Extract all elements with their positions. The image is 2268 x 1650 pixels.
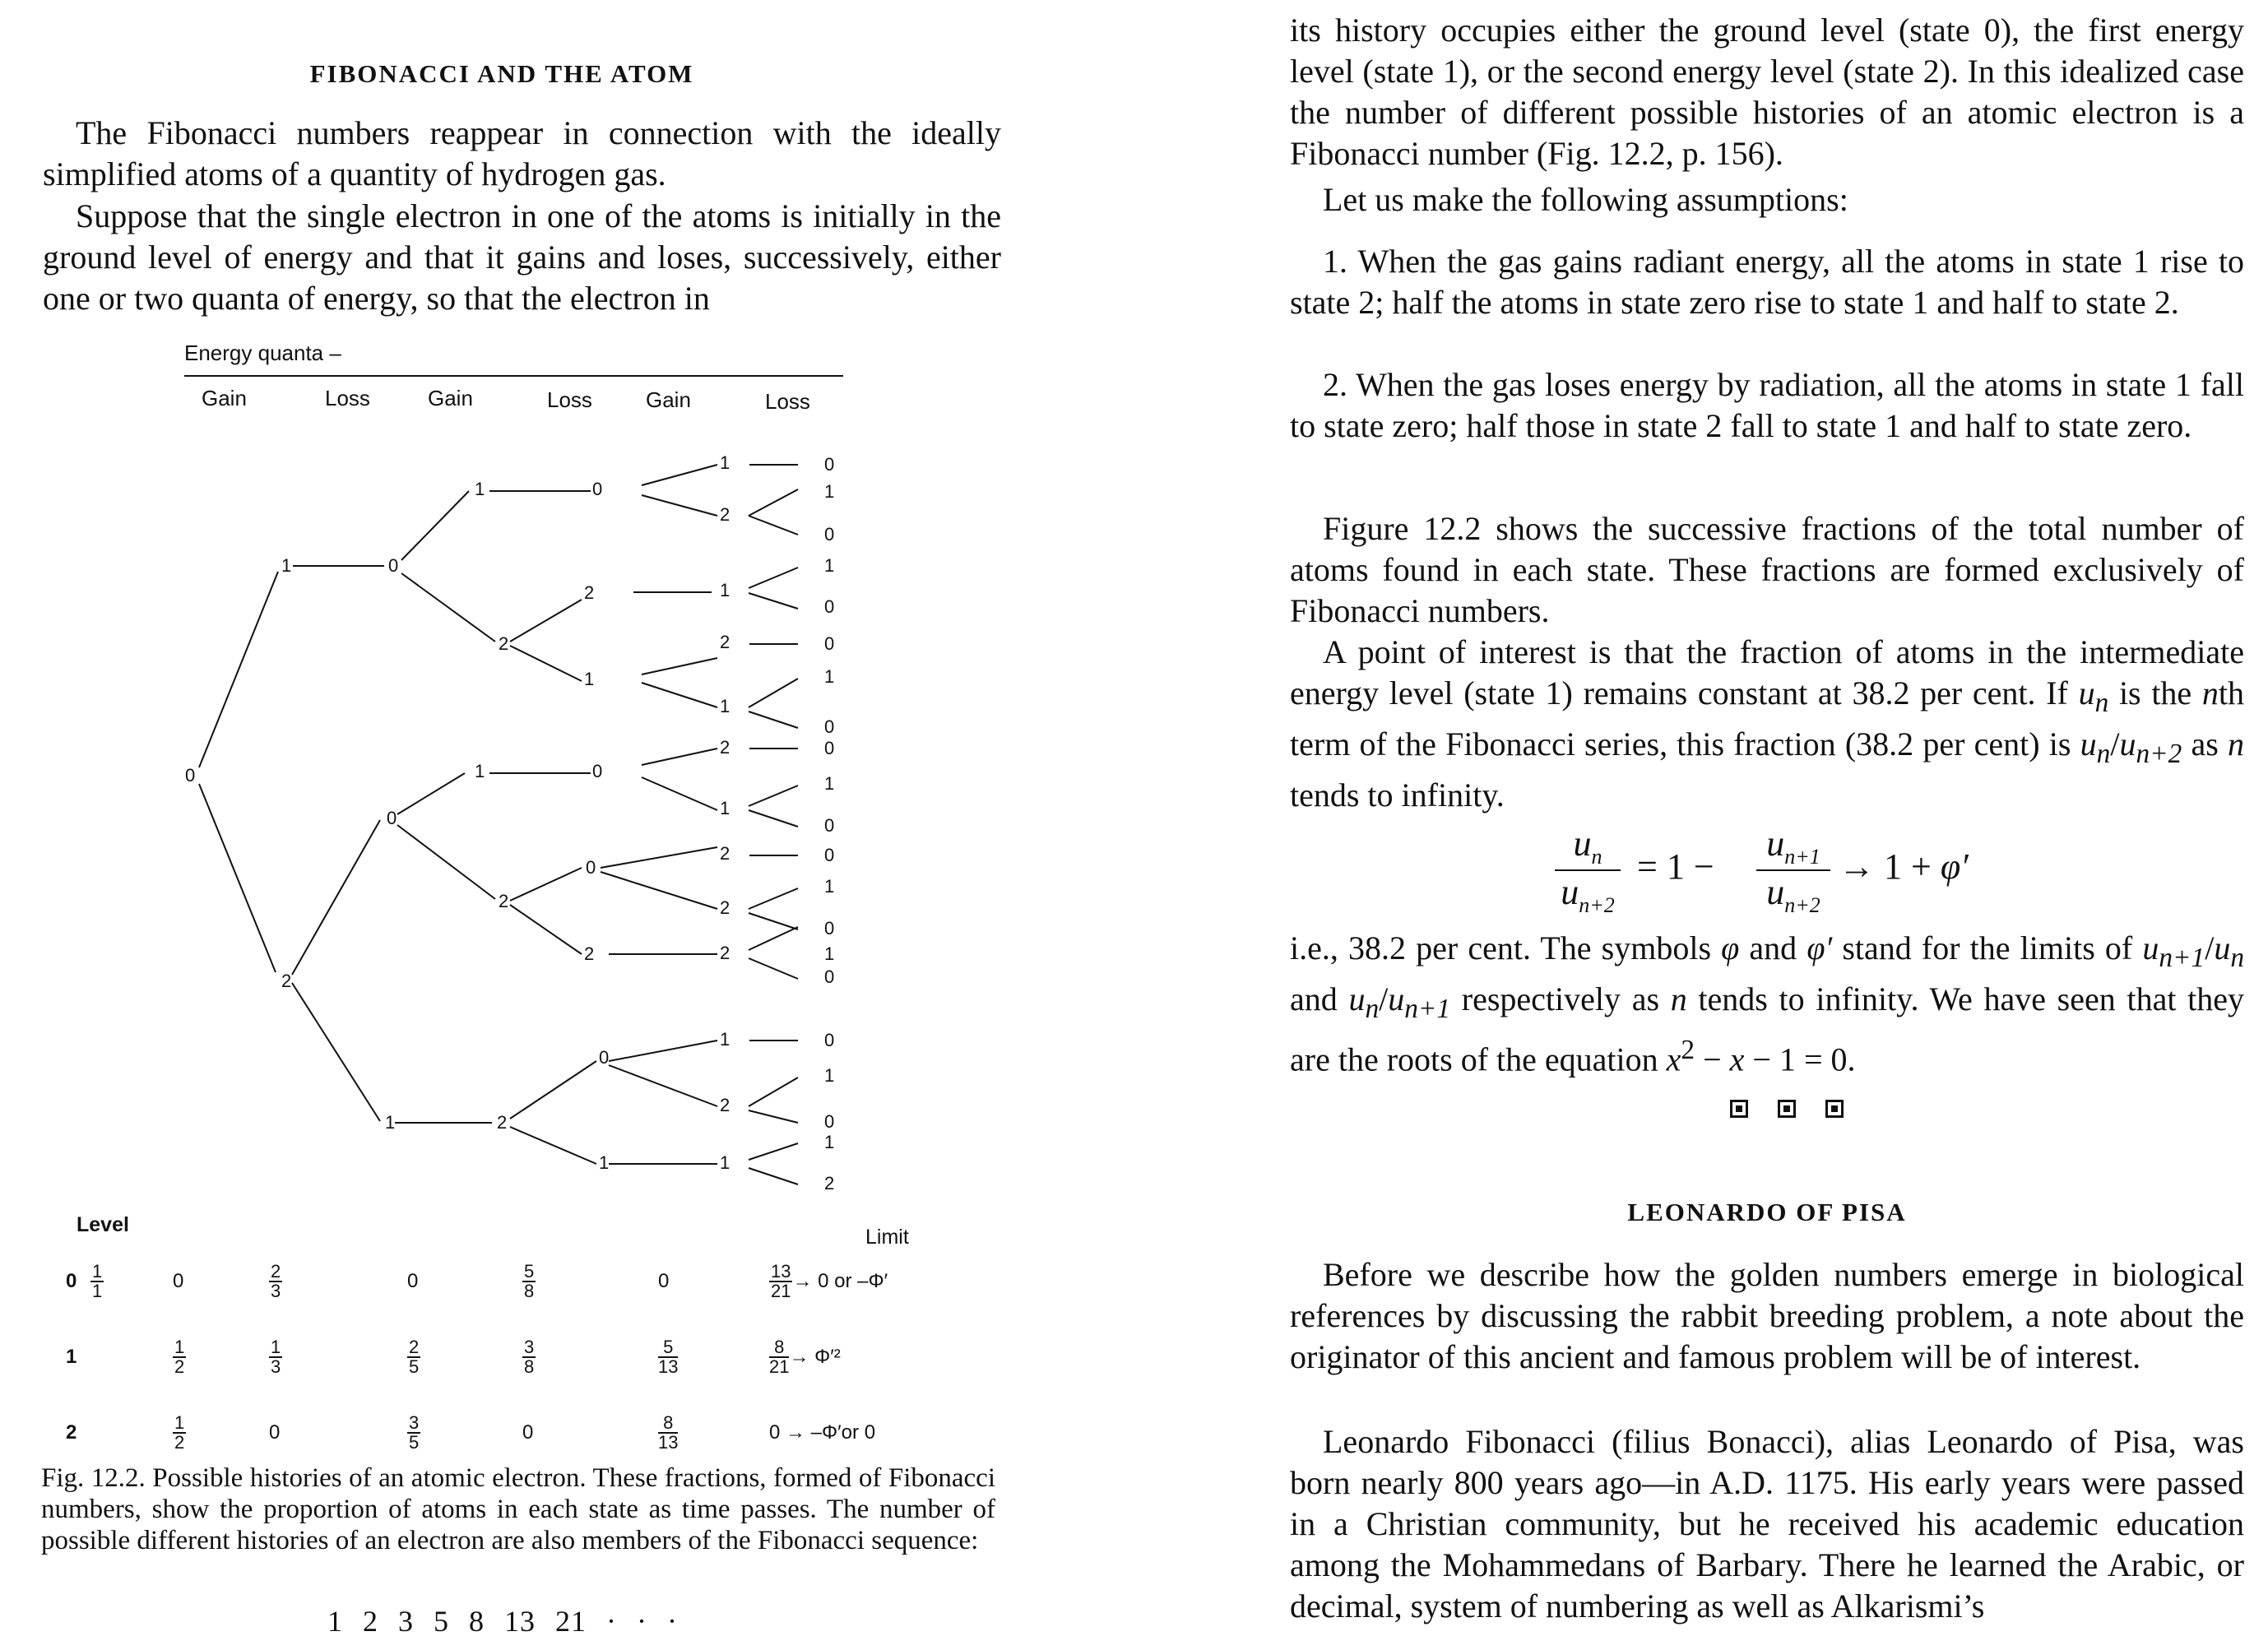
- left-paragraph-1: The Fibonacci numbers reappear in connection with the ideally simplified atoms of a quantity of hydrogen gas.: [43, 114, 1001, 192]
- section-separator: [1715, 1100, 1858, 1122]
- node: 1: [385, 1112, 396, 1133]
- node: 1: [720, 580, 730, 600]
- col-label-3: Gain: [428, 386, 473, 410]
- tree-nodes: [185, 452, 834, 1193]
- table-cell: [173, 1413, 186, 1453]
- separator-box-icon: [1825, 1100, 1844, 1118]
- assumption-1: 1. When the gas gains radiant energy, all the atoms in state 1 rise to state 2; half the atoms in state zero rise to state 1 and half to state 2.: [1290, 243, 2244, 321]
- right-paragraph-8: Before we describe how the golden numbers emerge in biological references by discussing the rabbit breeding problem, a note about the originator of this ancient and famous problem will be of interest.: [1290, 1256, 2244, 1375]
- node: 1: [599, 1152, 610, 1173]
- leaf: 0: [824, 966, 835, 987]
- node: 0: [592, 761, 603, 781]
- level-fraction-table: [66, 1250, 979, 1453]
- table-cell: [658, 1337, 678, 1377]
- right-paragraph-1: its history occupies either the ground level (state 0), the first energy level (state 1), or the second energy level (state 2). In this idealized case the number of different possible histories of an atomic electron is a Fibonacci number (Fig. 12.2, p. 156).: [1290, 12, 2244, 172]
- node: 2: [584, 943, 595, 964]
- table-cell: 0: [407, 1270, 419, 1292]
- fraction: $\frac{1}{2}$: [174, 1412, 185, 1453]
- p6-text-a: A point of interest is that the fraction of atoms in the intermediate energy level (state 1) remains constant at 38.2 per cent. If: [1290, 633, 2244, 711]
- node: 0: [387, 808, 397, 828]
- table-cell: [269, 1337, 282, 1377]
- col-label-1: Gain: [202, 386, 247, 410]
- fraction: $\frac{13}{21}$: [771, 1261, 791, 1301]
- p7-text-a: i.e., 38.2 per cent. The symbols: [1290, 929, 1722, 966]
- level-header: Level: [77, 1213, 129, 1236]
- p6-text-c: th term of the Fibonacci series, this fraction (38.2 per cent) is: [1290, 674, 2245, 762]
- node: 2: [720, 943, 730, 963]
- node: 1: [475, 761, 485, 781]
- figure-caption: [41, 1462, 995, 1556]
- node: 0: [388, 555, 399, 576]
- node: 1: [475, 479, 485, 499]
- fibonacci-sequence: 1 2 3 5 8 13 21 · · ·: [327, 1605, 678, 1638]
- table-cell: [522, 1262, 536, 1301]
- leaf: 1: [824, 773, 835, 794]
- fraction: $\frac{8}{21}$: [769, 1337, 790, 1377]
- table-cell: [173, 1337, 186, 1377]
- leaf: 0: [824, 738, 835, 758]
- limit-cell: 0 → –Φ′or 0: [769, 1421, 876, 1444]
- leaf: 0: [824, 716, 835, 737]
- leaf: 0: [824, 633, 835, 654]
- p7-text-c: stand for the limits of: [1832, 929, 2143, 966]
- p6-text-e: tends to infinity.: [1290, 776, 1505, 813]
- leaf: 1: [824, 876, 835, 897]
- leaf: 2: [824, 1173, 835, 1193]
- right-paragraph-7: i.e., 38.2 per cent. The symbols φ and φ′ stand for the limits of $u_{n+1}/u_n$ and $u_n/u_{n+1}$ respectively as n tends to infinity. We have seen that they are the roots of the equation $x^2 - x - 1 = 0$.: [1290, 929, 2244, 1078]
- col-label-6: Loss: [765, 389, 810, 414]
- node: 1: [584, 669, 595, 689]
- fraction: $\frac{3}{5}$: [409, 1412, 420, 1453]
- table-cell: [522, 1337, 536, 1377]
- table-cell: 0: [658, 1270, 670, 1292]
- separator-box-icon: [1778, 1100, 1796, 1118]
- leaf: 0: [824, 454, 835, 475]
- node: 0: [586, 857, 596, 878]
- energy-quanta-label: Energy quanta –: [184, 341, 341, 365]
- node: 2: [720, 632, 730, 652]
- table-cell: 0: [173, 1270, 184, 1292]
- col-label-4: Loss: [547, 387, 592, 412]
- leaf: 0: [824, 524, 835, 545]
- node: 2: [499, 891, 509, 911]
- leaf: 1: [824, 1132, 835, 1152]
- fraction: $\frac{5}{8}$: [524, 1261, 535, 1301]
- right-paragraph-5: Figure 12.2 shows the successive fractions of the total number of atoms found in each state. These fractions are formed exclusively of Fibonacci numbers.: [1290, 510, 2244, 629]
- node: 1: [281, 555, 292, 576]
- caption-text: Fig. 12.2. Possible histories of an atomic electron. These fractions, formed of Fibonacci numbers, show the proportion of atoms in each state as time passes. The number of possible different histories of an electron are also members of the Fibonacci sequence:: [41, 1463, 995, 1555]
- node: 2: [720, 504, 730, 525]
- leaf: 0: [824, 815, 835, 836]
- leaf: 1: [824, 943, 835, 964]
- node: 2: [720, 897, 730, 918]
- p6-text-b: is the: [2108, 674, 2202, 711]
- fraction: $\frac{3}{8}$: [524, 1337, 535, 1377]
- node: 0: [599, 1047, 610, 1068]
- node: 1: [720, 452, 730, 473]
- p7-text-e: respectively as: [1450, 980, 1671, 1017]
- fraction: $\frac{1}{1}$: [92, 1261, 103, 1301]
- section-heading-leonardo: LEONARDO OF PISA: [1627, 1198, 1907, 1226]
- p6-text-d: as: [2182, 725, 2228, 762]
- electron-history-tree: [165, 333, 864, 1205]
- node: 0: [592, 479, 603, 499]
- node: 2: [499, 633, 509, 654]
- node: 2: [720, 843, 730, 864]
- leaf: 0: [824, 845, 835, 865]
- node: 2: [497, 1112, 508, 1133]
- node: 2: [584, 582, 595, 603]
- limit-cell: $\frac{13}{21}$ → 0 or –Φ′: [771, 1261, 888, 1301]
- fraction: $\frac{8}{13}$: [658, 1412, 679, 1453]
- fraction: $\frac{2}{3}$: [271, 1261, 281, 1301]
- limit-equation: $u_n$ $u_{n+2}$ = 1 − $u_{n+1}$ $u_{n+2}$ → 1 + φ′: [1555, 823, 2065, 921]
- level-number: 0: [66, 1270, 77, 1292]
- fraction: $\frac{5}{13}$: [658, 1337, 679, 1377]
- level-number: 1: [66, 1346, 77, 1368]
- leaf: 0: [824, 1030, 835, 1050]
- node: 1: [720, 798, 730, 818]
- p7-text-f: tends to infinity. We have seen that they are the roots of the equation: [1290, 980, 2244, 1078]
- table-cell: [658, 1413, 678, 1453]
- col-label-5: Gain: [646, 387, 691, 412]
- separator-box-icon: [1730, 1100, 1748, 1118]
- leaf: 1: [824, 666, 835, 687]
- level-number: 2: [66, 1421, 77, 1444]
- limit-cell: $\frac{8}{21}$ → Φ′²: [769, 1337, 841, 1377]
- node: 2: [281, 971, 292, 991]
- limit-header: Limit: [865, 1226, 909, 1249]
- col-label-2: Loss: [325, 386, 370, 410]
- right-paragraph-9: Leonardo Fibonacci (filius Bonacci), alias Leonardo of Pisa, was born nearly 800 years ago—in A.D. 1175. His early years were passed in a Christian community, but he received his academic education among the Mohammedans of Barbary. There he learned the Arabic, or decimal, system of numbering as well as Alkarismi’s: [1290, 1423, 2244, 1625]
- node-root: 0: [185, 765, 196, 786]
- fraction: $\frac{2}{5}$: [409, 1337, 420, 1377]
- leaf: 1: [824, 555, 835, 576]
- table-cell: 0: [522, 1421, 534, 1444]
- table-cell: [269, 1262, 282, 1301]
- right-paragraph-6: A point of interest is that the fraction of atoms in the intermediate energy level (state 1) remains constant at 38.2 per cent. If $u_n$ is the nth term of the Fibonacci series, this fraction (38.2 per cent) is $u_n/u_{n+2}$ as n tends to infinity.: [1290, 633, 2245, 813]
- leaf: 0: [824, 1111, 835, 1132]
- table-cell: [407, 1413, 420, 1453]
- leaf: 0: [824, 918, 835, 939]
- section-heading-fibonacci-atom: FIBONACCI AND THE ATOM: [309, 59, 694, 88]
- leaf: 0: [824, 596, 835, 617]
- table-cell: [90, 1262, 104, 1301]
- table-cell: 0: [269, 1421, 281, 1444]
- fraction: $\frac{1}{3}$: [271, 1337, 281, 1377]
- node: 2: [720, 1095, 730, 1115]
- p7-text-b: and: [1739, 929, 1807, 966]
- node: 1: [720, 1029, 730, 1050]
- left-paragraph-2: Suppose that the single electron in one of the atoms is initially in the ground level of energy and that it gains and loses, successively, either one or two quanta of energy, so that the electron in: [43, 197, 1001, 317]
- node: 2: [720, 737, 730, 758]
- leaf: 1: [824, 1065, 835, 1086]
- p7-text-d: and: [1290, 980, 1349, 1017]
- right-paragraph-2: Let us make the following assumptions:: [1323, 181, 1848, 218]
- fraction: $\frac{1}{2}$: [174, 1337, 185, 1377]
- node: 1: [720, 1152, 730, 1173]
- node: 1: [720, 696, 730, 716]
- table-cell: [407, 1337, 420, 1377]
- assumption-2: 2. When the gas loses energy by radiation, all the atoms in state 1 fall to state zero; half those in state 2 fall to state 1 and half to state zero.: [1290, 366, 2244, 444]
- leaf: 1: [824, 481, 835, 502]
